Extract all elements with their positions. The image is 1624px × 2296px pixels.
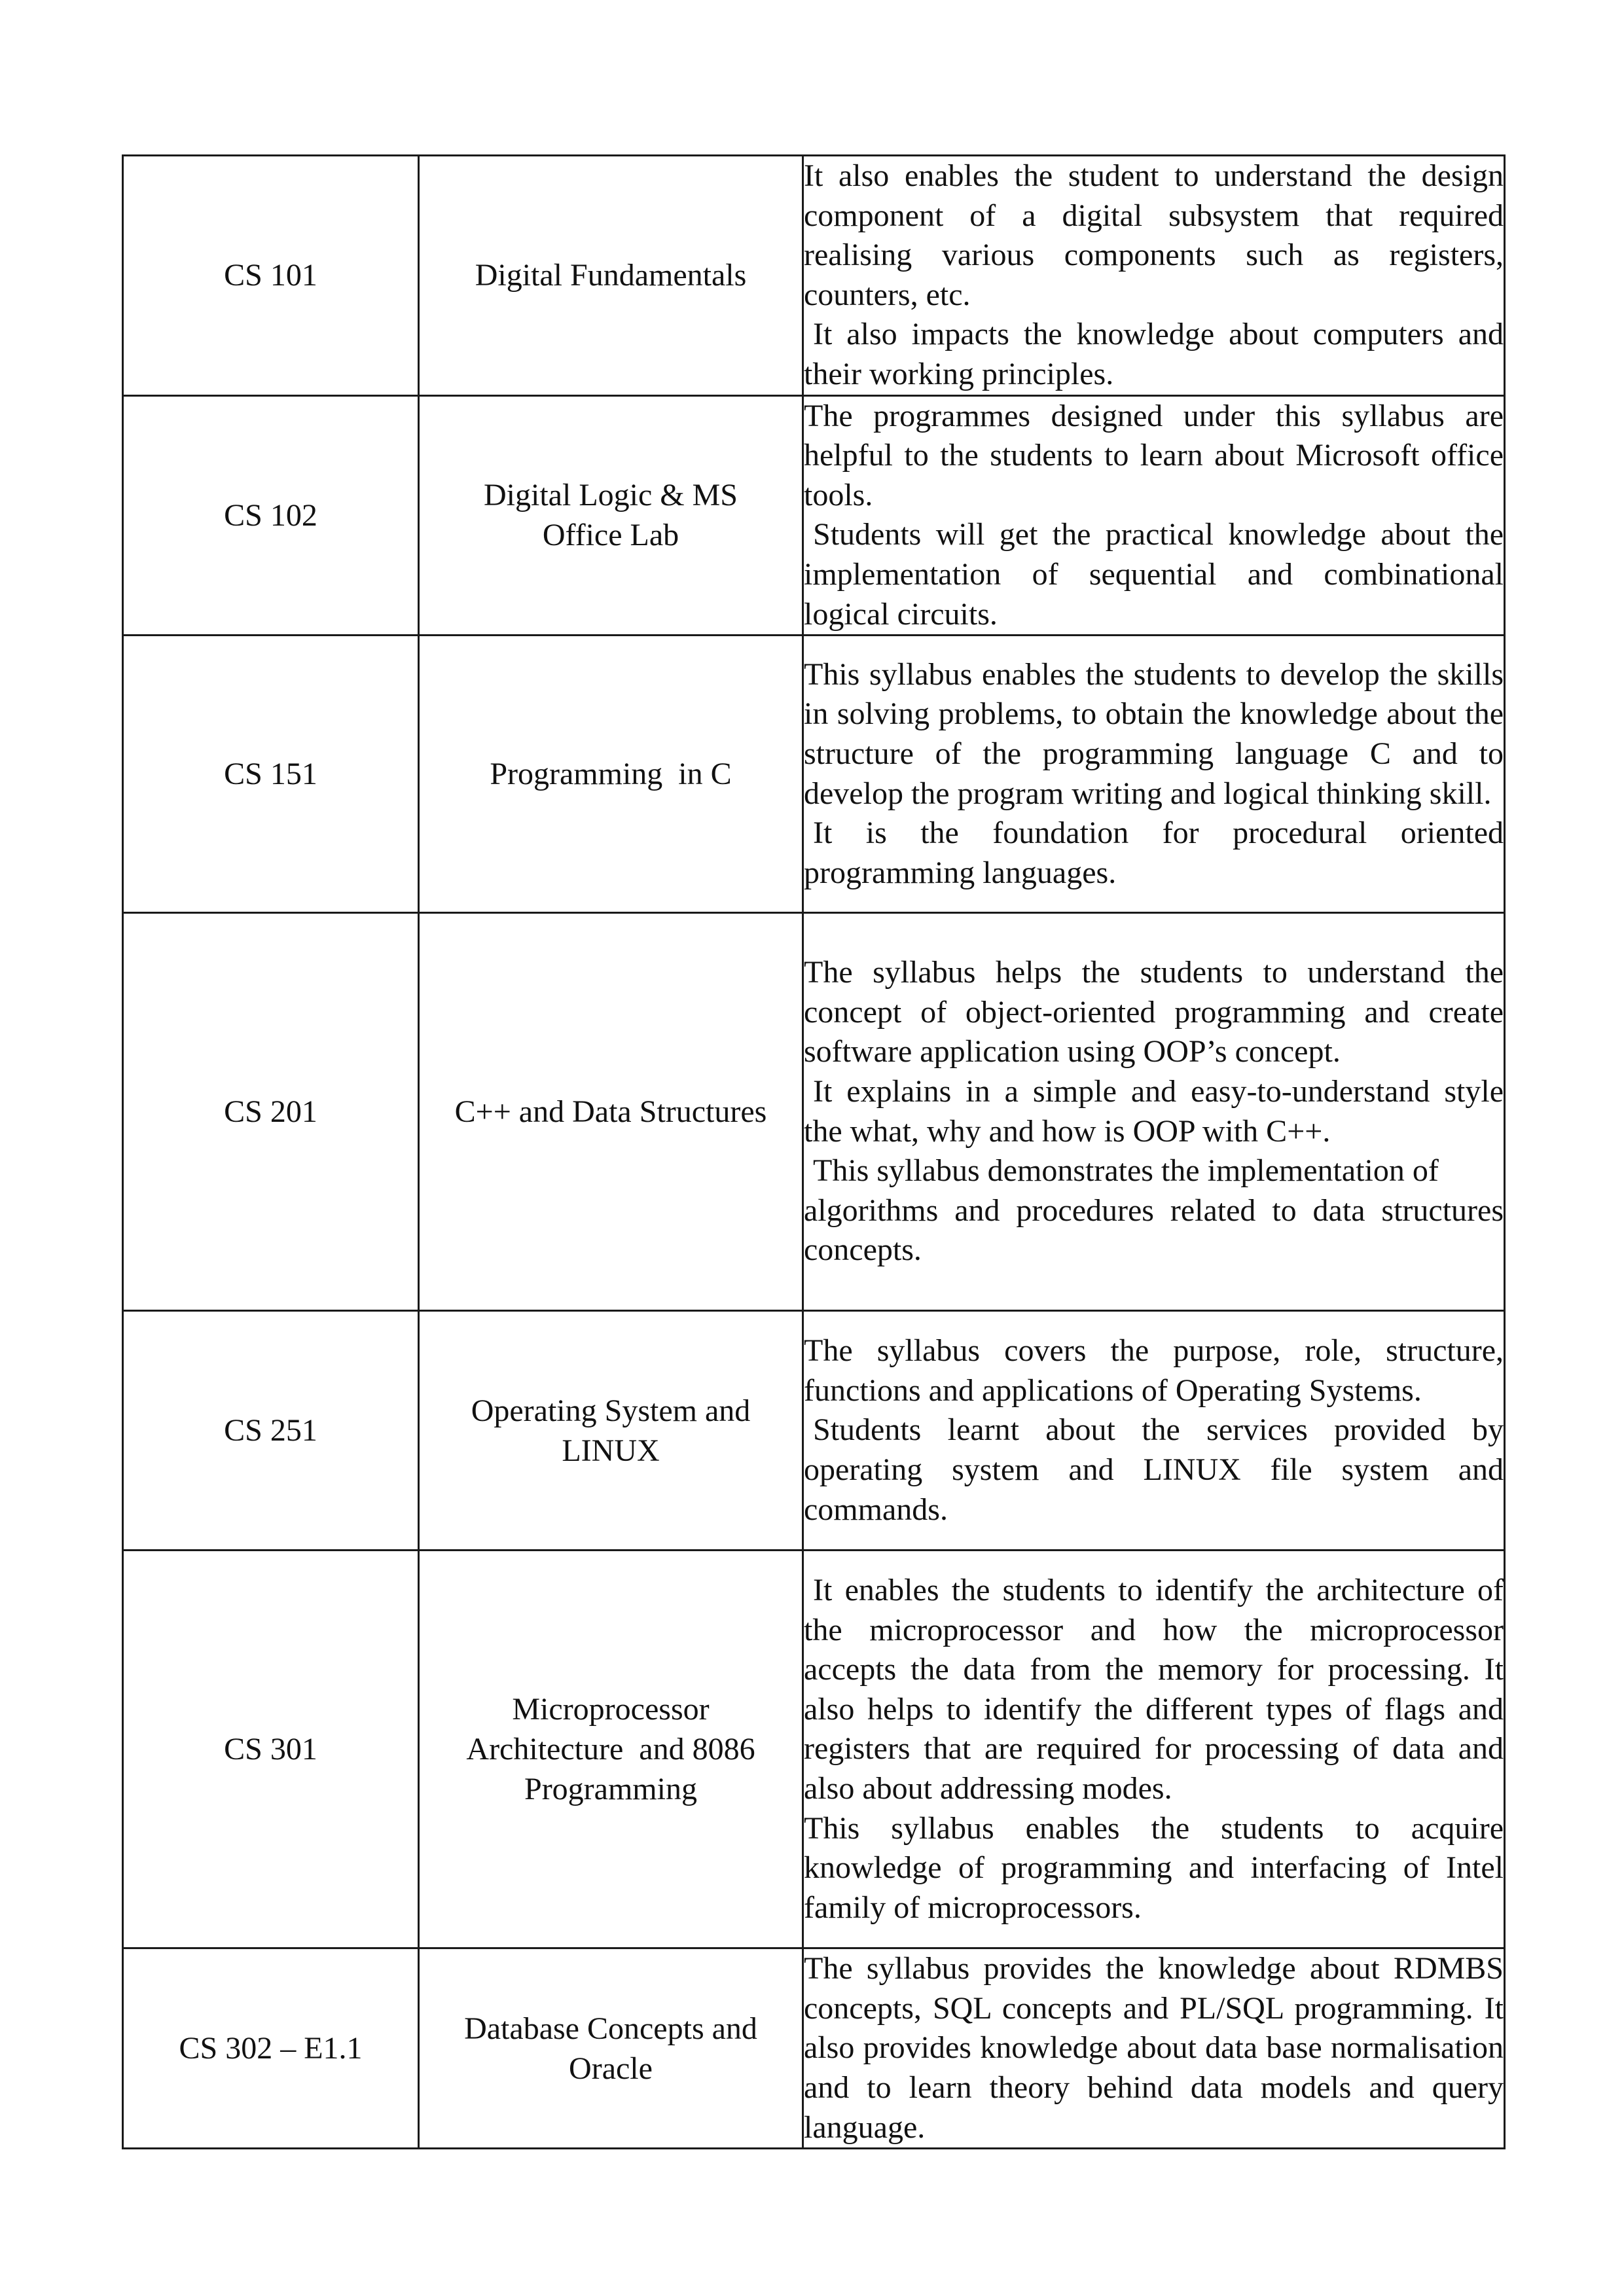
table-row xyxy=(123,913,1505,1311)
course-title xyxy=(419,913,803,1311)
course-title xyxy=(419,395,803,636)
course-title-line: LINUX xyxy=(562,1433,660,1468)
course-title-line: Digital Fundamentals xyxy=(475,258,747,293)
course-title-line: Programming in C xyxy=(490,757,732,792)
course-title xyxy=(419,1311,803,1551)
course-title-line: Database Concepts and xyxy=(464,2011,757,2046)
course-title-line: Digital Logic & MS xyxy=(484,478,738,513)
outcome-paragraph: It also impacts the knowledge about computers and their working principles. xyxy=(804,317,1504,391)
course-code: CS 201 xyxy=(123,913,419,1311)
table-row xyxy=(123,395,1505,636)
course-outcomes-table xyxy=(122,154,1506,2149)
course-outcome xyxy=(803,636,1505,913)
outcome-paragraph: It explains in a simple and easy-to-understand style the what, why and how is OOP with C++. xyxy=(804,1074,1504,1149)
course-outcome xyxy=(803,1948,1505,2149)
course-code: CS 101 xyxy=(123,156,419,396)
outcome-paragraph: This syllabus demonstrates the implementation of xyxy=(813,1153,1439,1189)
course-title xyxy=(419,636,803,913)
table-row xyxy=(123,1948,1505,2149)
outcome-paragraph: The syllabus helps the students to understand the concept of object-oriented programming and create software application using OOP’s concept. xyxy=(804,955,1504,1069)
outcome-paragraph: The syllabus covers the purpose, role, structure, functions and applications of Operating Systems. xyxy=(804,1333,1504,1408)
outcome-paragraph: It is the foundation for procedural oriented programming languages. xyxy=(804,816,1504,890)
course-code: CS 301 xyxy=(123,1551,419,1948)
course-title-line: Oracle xyxy=(569,2051,653,2086)
outcome-paragraph: This syllabus enables the students to acquire knowledge of programming and interfacing of Intel family of microprocessors. xyxy=(804,1810,1504,1925)
course-outcome xyxy=(803,1551,1505,1948)
outcome-paragraph: Students will get the practical knowledge about the implementation of sequential and combinational logical circuits. xyxy=(804,517,1504,632)
outcome-paragraph: It enables the students to identify the architecture of the microprocessor and how the microprocessor accepts the data from the memory for processing. It also helps to identify the different types of flags and registers that are required for processing of data and also about addressing modes. xyxy=(804,1572,1504,1806)
table-row xyxy=(123,156,1505,396)
course-title-line: C++ and Data Structures xyxy=(454,1094,767,1130)
course-outcome xyxy=(803,395,1505,636)
course-title xyxy=(419,1551,803,1948)
course-code: CS 251 xyxy=(123,1311,419,1551)
course-title-line: Operating System and xyxy=(471,1393,751,1428)
table-row xyxy=(123,636,1505,913)
table-row xyxy=(123,1551,1505,1948)
course-code: CS 302 – E1.1 xyxy=(123,1948,419,2149)
outcome-paragraph: The syllabus provides the knowledge about RDMBS concepts, SQL concepts and PL/SQL programming. It also provides knowledge about data base normalisation and to learn theory behind data models and query language. xyxy=(804,1951,1504,2145)
outcome-paragraph: This syllabus enables the students to develop the skills in solving problems, to obtain the knowledge about the structure of the programming language C and to develop the program writing and logical thinking skill. xyxy=(804,656,1504,811)
course-outcome xyxy=(803,913,1505,1311)
course-code: CS 102 xyxy=(123,395,419,636)
outcome-paragraph: Students learnt about the services provided by operating system and LINUX file system and commands. xyxy=(804,1412,1504,1527)
outcome-paragraph: The programmes designed under this syllabus are helpful to the students to learn about Microsoft office tools. xyxy=(804,398,1504,512)
course-title-line: Programming xyxy=(524,1772,697,1807)
outcome-paragraph: It also enables the student to understand the design component of a digital subsystem that required realising various components such as registers, counters, etc. xyxy=(804,158,1504,312)
course-title-line: Microprocessor xyxy=(512,1692,710,1727)
course-title-line: Office Lab xyxy=(542,518,679,553)
outcome-paragraph: algorithms and procedures related to data structures concepts. xyxy=(804,1193,1504,1268)
course-title xyxy=(419,1948,803,2149)
course-title xyxy=(419,156,803,396)
course-title-line: Architecture and 8086 xyxy=(466,1732,755,1767)
course-outcome xyxy=(803,156,1505,396)
course-outcome xyxy=(803,1311,1505,1551)
table-row xyxy=(123,1311,1505,1551)
course-code: CS 151 xyxy=(123,636,419,913)
